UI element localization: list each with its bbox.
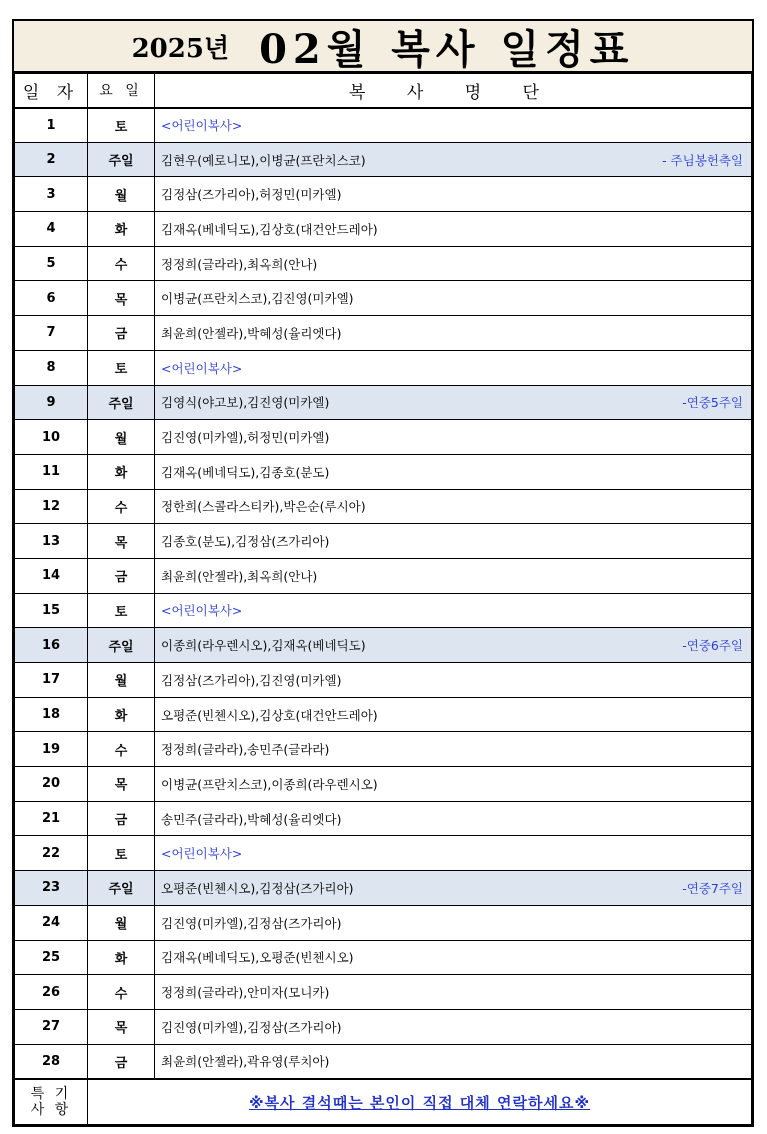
table-row [15, 836, 752, 871]
cell-names [155, 905, 752, 940]
cell-dow: 금 [88, 316, 155, 351]
table-row [15, 281, 752, 316]
server-names: 김진영(미카엘),허정민(미카엘) [161, 430, 330, 446]
footer-message: ※복사 결석때는 본인이 직접 대체 연락하세요※ [88, 1079, 752, 1125]
schedule-sheet [12, 19, 754, 1127]
server-names: 김영식(야고보),김진영(미카엘) [161, 395, 330, 411]
cell-day: 23 [15, 871, 88, 906]
table-row [15, 246, 752, 281]
cell-dow: 금 [88, 801, 155, 836]
table-row [15, 697, 752, 732]
server-names: 김진영(미카엘),김정삼(즈가리아) [161, 915, 342, 931]
cell-dow: 월 [88, 420, 155, 455]
header-day: 일 자 [15, 74, 88, 108]
cell-dow: 토 [88, 836, 155, 871]
cell-dow: 수 [88, 732, 155, 767]
cell-names [155, 316, 752, 351]
server-names: 오평준(빈첸시오),김상호(대건안드레아) [161, 707, 378, 723]
cell-names [155, 524, 752, 559]
table-row [15, 593, 752, 628]
cell-day: 13 [15, 524, 88, 559]
cell-dow: 목 [88, 767, 155, 802]
table-row [15, 454, 752, 489]
cell-day: 21 [15, 801, 88, 836]
footer-label-line1: 특 기 [30, 1086, 72, 1102]
server-names: 정한희(스콜라스티카),박은순(루시아) [161, 499, 366, 515]
title-bar [14, 21, 752, 73]
server-names: 김종호(분도),김정삼(즈가리아) [161, 534, 330, 550]
server-names: 이병균(프란치스코),김진영(미카엘) [161, 291, 354, 307]
table-row [15, 975, 752, 1010]
cell-dow: 주일 [88, 628, 155, 663]
cell-names [155, 628, 752, 663]
server-names: 이종희(라우렌시오),김재옥(베네딕도) [161, 638, 366, 654]
liturgy-note: -연중6주일 [682, 638, 743, 654]
table-row [15, 905, 752, 940]
cell-day: 27 [15, 1009, 88, 1044]
cell-dow: 목 [88, 1009, 155, 1044]
cell-names [155, 142, 752, 177]
cell-names [155, 281, 752, 316]
cell-names [155, 767, 752, 802]
table-row [15, 801, 752, 836]
table-row [15, 385, 752, 420]
cell-dow: 토 [88, 593, 155, 628]
cell-day: 5 [15, 246, 88, 281]
cell-day: 4 [15, 212, 88, 247]
cell-dow: 화 [88, 940, 155, 975]
cell-day: 8 [15, 350, 88, 385]
cell-dow: 금 [88, 1044, 155, 1079]
table-row [15, 628, 752, 663]
cell-names [155, 246, 752, 281]
cell-names [155, 1009, 752, 1044]
table-row [15, 350, 752, 385]
server-names: 오평준(빈첸시오),김정삼(즈가리아) [161, 880, 354, 896]
cell-day: 19 [15, 732, 88, 767]
liturgy-note: -연중7주일 [682, 880, 743, 896]
cell-dow: 화 [88, 697, 155, 732]
server-names: <어린이복사> [161, 603, 243, 619]
cell-dow: 주일 [88, 871, 155, 906]
cell-names [155, 108, 752, 143]
cell-day: 15 [15, 593, 88, 628]
cell-names [155, 801, 752, 836]
table-row [15, 142, 752, 177]
table-row [15, 108, 752, 143]
cell-day: 9 [15, 385, 88, 420]
cell-dow: 목 [88, 281, 155, 316]
cell-day: 12 [15, 489, 88, 524]
table-row [15, 940, 752, 975]
cell-day: 11 [15, 454, 88, 489]
cell-names [155, 1044, 752, 1079]
server-names: 정정희(글라라),최옥희(안나) [161, 256, 318, 272]
cell-day: 1 [15, 108, 88, 143]
table-row [15, 1044, 752, 1079]
cell-dow: 화 [88, 454, 155, 489]
cell-names [155, 350, 752, 385]
liturgy-note: -연중5주일 [682, 395, 743, 411]
header-dow: 요 일 [88, 74, 155, 108]
table-row [15, 177, 752, 212]
server-names: 김재옥(베네딕도),김상호(대건안드레아) [161, 221, 378, 237]
cell-names [155, 871, 752, 906]
cell-dow: 월 [88, 663, 155, 698]
header-row [15, 74, 752, 108]
cell-dow: 수 [88, 975, 155, 1010]
server-names: 최윤희(안젤라),최옥희(안나) [161, 568, 318, 584]
cell-day: 22 [15, 836, 88, 871]
cell-names [155, 212, 752, 247]
table-row [15, 212, 752, 247]
page-title: 02월 복사 일정표 [259, 25, 635, 73]
footer-label [15, 1079, 88, 1125]
cell-day: 17 [15, 663, 88, 698]
cell-day: 24 [15, 905, 88, 940]
cell-day: 14 [15, 558, 88, 593]
cell-day: 7 [15, 316, 88, 351]
server-names: 김현우(예로니모),이병균(프란치스코) [161, 152, 366, 168]
cell-names [155, 663, 752, 698]
table-row [15, 767, 752, 802]
cell-dow: 금 [88, 558, 155, 593]
server-names: 김재옥(베네딕도),김종호(분도) [161, 464, 330, 480]
cell-day: 16 [15, 628, 88, 663]
table-row [15, 871, 752, 906]
cell-day: 10 [15, 420, 88, 455]
cell-names [155, 177, 752, 212]
table-row [15, 420, 752, 455]
liturgy-note: - 주님봉헌축일 [662, 152, 743, 168]
cell-names [155, 420, 752, 455]
server-names: 김재옥(베네딕도),오평준(빈첸시오) [161, 950, 354, 966]
server-names: <어린이복사> [161, 846, 243, 862]
server-names: 김정삼(즈가리아),허정민(미카엘) [161, 187, 342, 203]
cell-names [155, 975, 752, 1010]
cell-names [155, 732, 752, 767]
cell-day: 26 [15, 975, 88, 1010]
footer-label-line2: 사 항 [30, 1102, 72, 1118]
cell-dow: 주일 [88, 385, 155, 420]
server-names: <어린이복사> [161, 118, 243, 134]
cell-day: 3 [15, 177, 88, 212]
server-names: 최윤희(안젤라),박혜성(율리엣다) [161, 325, 342, 341]
server-names: <어린이복사> [161, 360, 243, 376]
cell-day: 25 [15, 940, 88, 975]
cell-names [155, 836, 752, 871]
cell-dow: 목 [88, 524, 155, 559]
cell-names [155, 385, 752, 420]
footer-row [15, 1079, 752, 1125]
table-row [15, 663, 752, 698]
table-row [15, 1009, 752, 1044]
cell-names [155, 558, 752, 593]
table-row [15, 558, 752, 593]
header-names: 복 사 명 단 [155, 74, 752, 108]
cell-dow: 화 [88, 212, 155, 247]
cell-dow: 토 [88, 108, 155, 143]
cell-day: 28 [15, 1044, 88, 1079]
schedule-table [14, 73, 752, 1125]
table-row [15, 732, 752, 767]
server-names: 정정희(글라라),안미자(모니카) [161, 985, 330, 1001]
cell-dow: 수 [88, 246, 155, 281]
cell-day: 2 [15, 142, 88, 177]
server-names: 최윤희(안젤라),곽유영(루치아) [161, 1054, 330, 1070]
cell-names [155, 593, 752, 628]
title-year: 2025년 [131, 33, 230, 64]
table-row [15, 524, 752, 559]
cell-names [155, 697, 752, 732]
table-row [15, 316, 752, 351]
cell-names [155, 454, 752, 489]
cell-dow: 주일 [88, 142, 155, 177]
table-row [15, 489, 752, 524]
server-names: 정정희(글라라),송민주(글라라) [161, 742, 330, 758]
cell-day: 20 [15, 767, 88, 802]
cell-day: 6 [15, 281, 88, 316]
cell-dow: 수 [88, 489, 155, 524]
server-names: 이병균(프란치스코),이종희(라우렌시오) [161, 776, 378, 792]
cell-dow: 월 [88, 905, 155, 940]
cell-names [155, 489, 752, 524]
cell-dow: 월 [88, 177, 155, 212]
server-names: 김정삼(즈가리아),김진영(미카엘) [161, 672, 342, 688]
server-names: 김진영(미카엘),김정삼(즈가리아) [161, 1019, 342, 1035]
cell-dow: 토 [88, 350, 155, 385]
server-names: 송민주(글라라),박혜성(율리엣다) [161, 811, 342, 827]
cell-day: 18 [15, 697, 88, 732]
cell-names [155, 940, 752, 975]
